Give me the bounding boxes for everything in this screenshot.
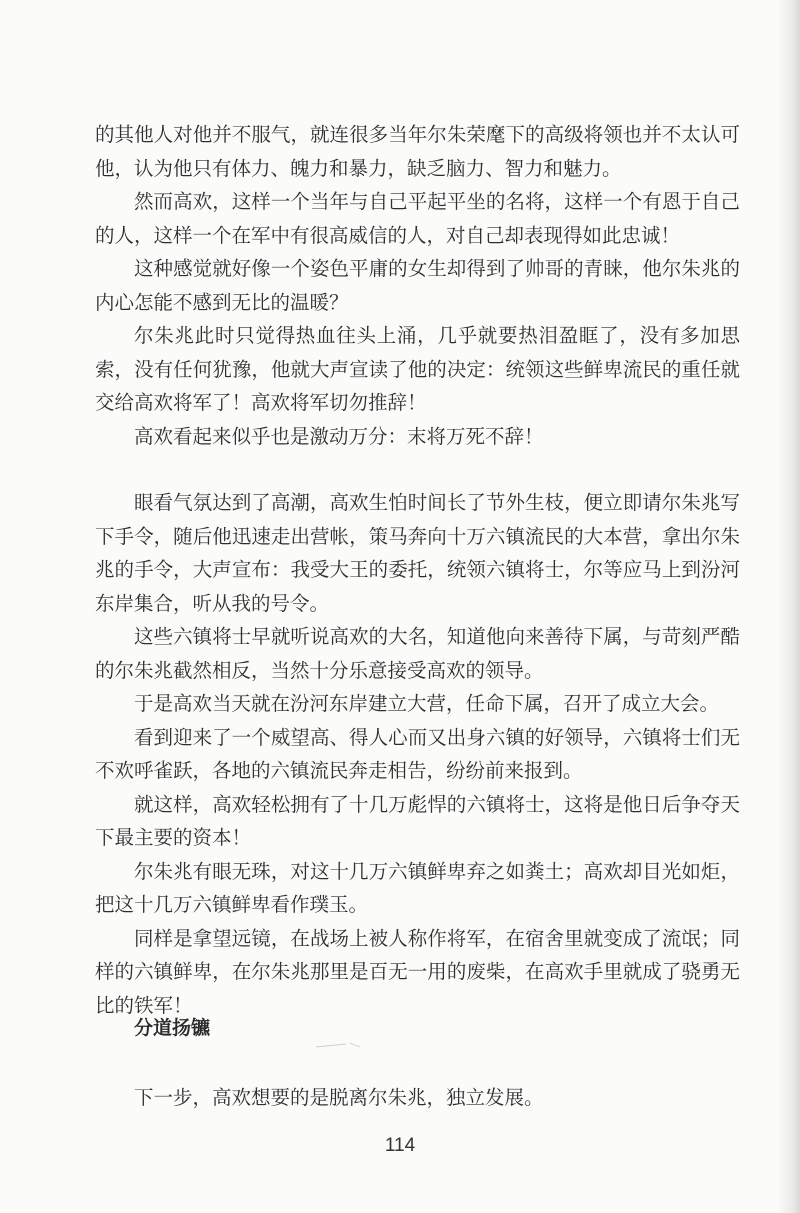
- section-break: [95, 453, 740, 486]
- paragraph: 高欢看起来似乎也是激动万分：末将万死不辞！: [134, 424, 544, 448]
- page-number: 114: [384, 1135, 416, 1156]
- paragraph: 眼看气氛达到了高潮，高欢生怕时间长了节外生枝，便立即请尔朱兆写下手令，随后他迅速走出营帐，策马奔向十万六镇流民的大本营，拿出尔朱兆的手令，大声宣布：我受大王的委托，统领六镇将士，尔等应马上到汾河东岸集合，听从我的号令。: [95, 491, 740, 615]
- paragraph: 然而高欢，这样一个当年与自己平起平坐的名将，这样一个有恩于自己的人，这样一个在军中有很高威信的人，对自己却表现得如此忠诚！: [95, 190, 740, 247]
- section-heading: 分道扬镳: [134, 1017, 211, 1039]
- paragraph: 就这样，高欢轻松拥有了十几万彪悍的六镇将士，这将是他日后争夺天下最主要的资本！: [95, 792, 740, 849]
- scan-mark: [316, 1041, 362, 1049]
- paragraph: 尔朱兆此时只觉得热血往头上涌，几乎就要热泪盈眶了，没有多加思索，没有任何犹豫，他就大声宣读了他的决定：统领这些鲜卑流民的重任就交给高欢将军了！高欢将军切勿推辞！: [95, 324, 740, 414]
- paragraph: 这些六镇将士早就听说高欢的大名，知道他向来善待下属，与苛刻严酷的尔朱兆截然相反，当然十分乐意接受高欢的领导。: [95, 625, 740, 682]
- page-gutter-shadow: [778, 0, 800, 1213]
- paragraph: 看到迎来了一个威望高、得人心而又出身六镇的好领导，六镇将士们无不欢呼雀跃，各地的六镇流民奔走相告，纷纷前来报到。: [95, 725, 740, 782]
- paragraph: 的其他人对他并不服气，就连很多当年尔朱荣麾下的高级将领也并不太认可他，认为他只有体力、魄力和暴力，缺乏脑力、智力和魅力。: [95, 123, 740, 180]
- paragraph: 这种感觉就好像一个姿色平庸的女生却得到了帅哥的青睐，他尔朱兆的内心怎能不感到无比的温暖？: [95, 257, 740, 314]
- paragraph: 尔朱兆有眼无珠，对这十几万六镇鲜卑弃之如粪土；高欢却目光如炬，把这十几万六镇鲜卑看作璞玉。: [95, 859, 740, 916]
- paragraph: 下一步，高欢想要的是脱离尔朱兆，独立发展。: [134, 1086, 544, 1109]
- paragraph: 同样是拿望远镜，在战场上被人称作将军，在宿舍里就变成了流氓；同样的六镇鲜卑，在尔朱兆那里是百无一用的废柴，在高欢手里就成了骁勇无比的铁军！: [95, 926, 740, 1017]
- paragraph: 于是高欢当天就在汾河东岸建立大营，任命下属，召开了成立大会。: [134, 692, 720, 715]
- page-body: [95, 118, 740, 1022]
